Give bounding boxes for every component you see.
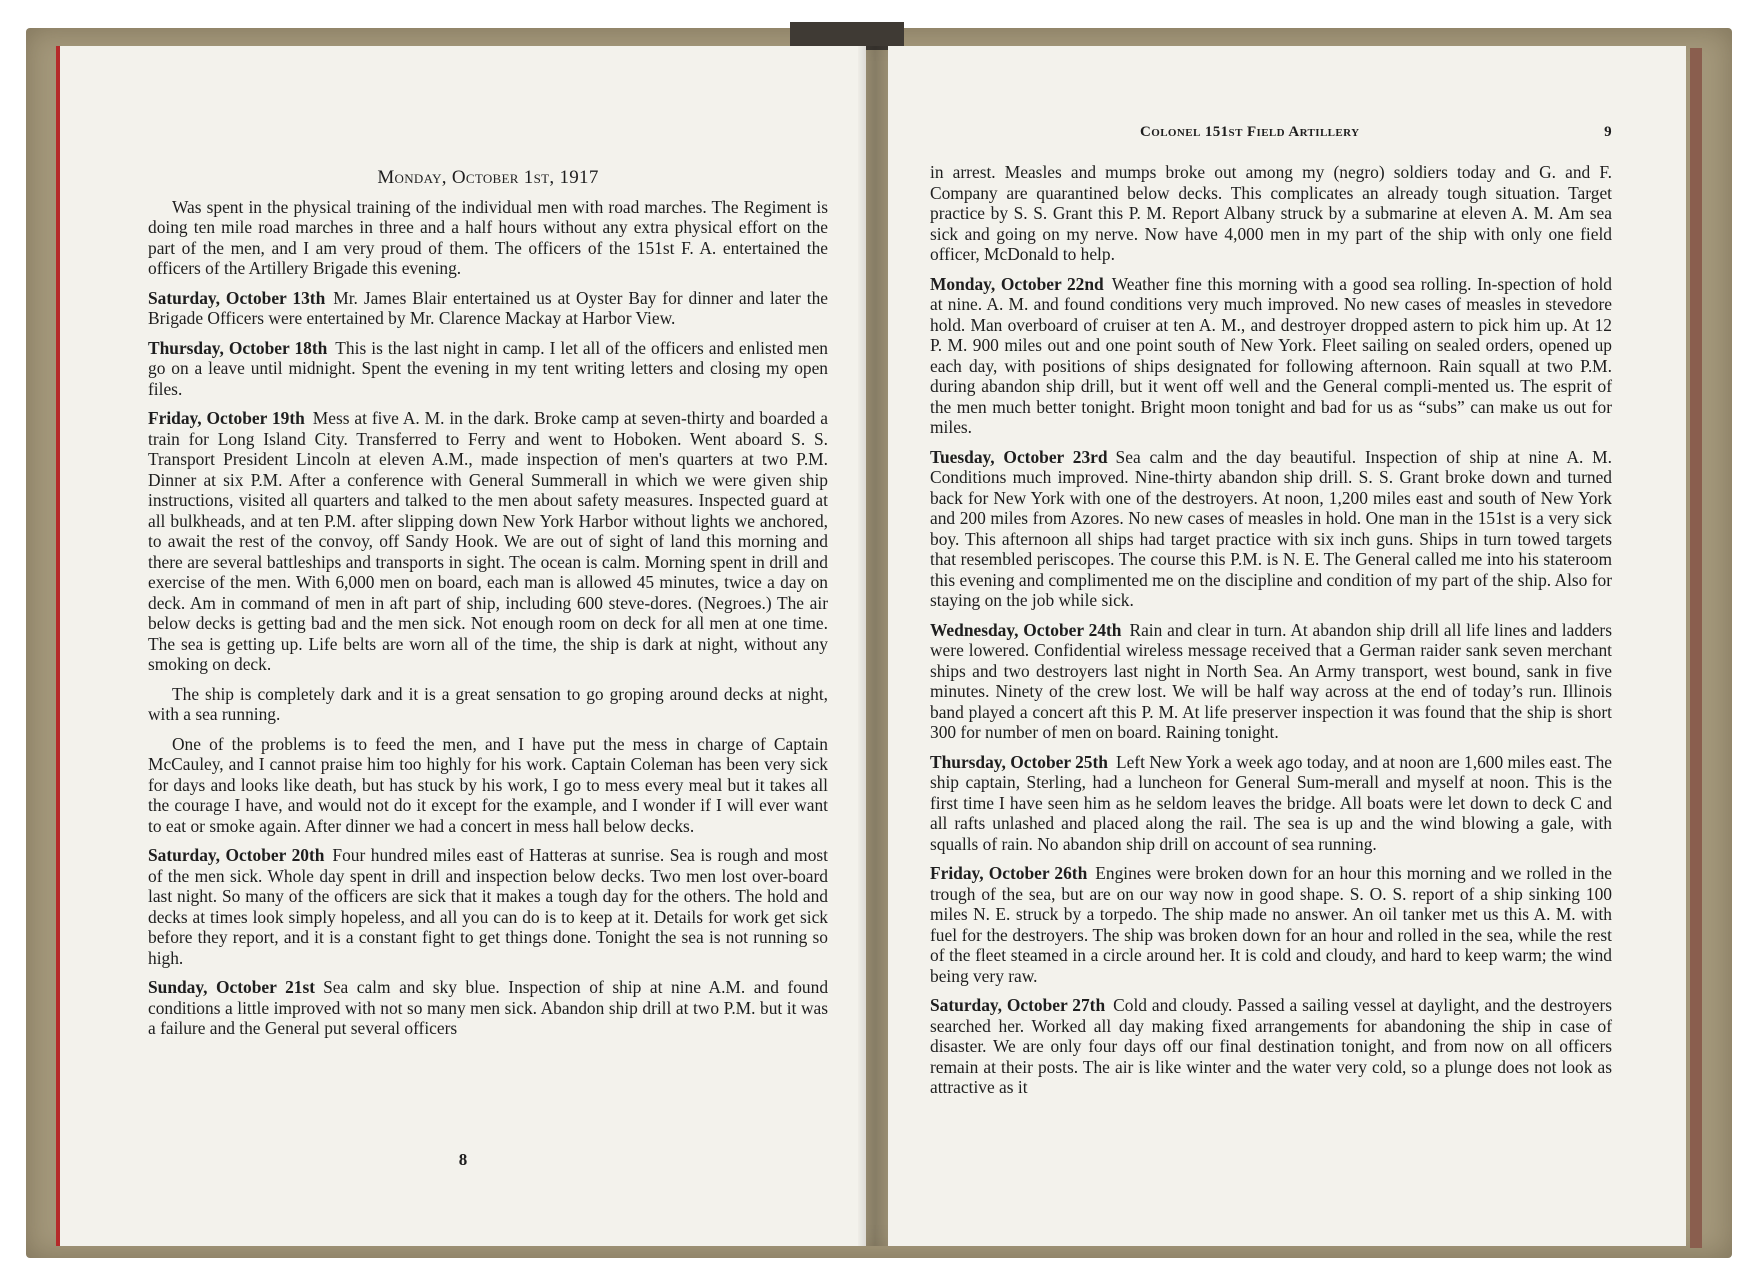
entry-date: Sunday, October 21st <box>148 977 316 997</box>
entry-date: Saturday, October 13th <box>148 287 326 308</box>
entry-text: Cold and cloudy. Passed a sailing vessel at daylight, and the destroyers searched her. Worked all day making fixed arrangements for abandoning the ship in case of disaster. We are only four days off our final destination tonight, and from now on all officers remain at their posts. The air is like winter and the water very cold, so a plunge does not look as attractive as it <box>930 995 1612 1097</box>
diary-entry <box>148 408 828 675</box>
diary-entry <box>148 338 828 400</box>
entry-date: Tuesday, October 23rd <box>930 446 1108 467</box>
diary-entry <box>930 995 1612 1098</box>
entry-text: Sea calm and sky blue. Inspection of ship at nine A.M. and found conditions a little improved with not so many men sick. Abandon ship drill at two P.M. but it was a failure and the General put several officers <box>148 977 829 1038</box>
right-page-text <box>930 162 1612 1107</box>
opening-paragraph: in arrest. Measles and mumps broke out among my (negro) soldiers today and G. and F. Company are quarantined below decks. This complicates an already tough situation. Target practice by S. S. Grant this P. M. Report Albany struck by a submarine at eleven A. M. Am sea sick and going on my nerve. Now have 4,000 men in my part of the ship with only one field officer, McDonald to help. <box>930 162 1612 264</box>
entry-date: Friday, October 26th <box>930 863 1088 883</box>
page-number: 9 <box>1604 124 1612 140</box>
entry-date: Saturday, October 27th <box>930 995 1106 1015</box>
entry-text: This is the last night in camp. I let all of the officers and enlisted men go on a leave until midnight. Spent the evening in my tent writing letters and closing my open files. <box>148 337 828 399</box>
entry-text: Weather fine this morning with a good sea rolling. In-spection of hold at nine. A. M. and found conditions very much improved. No new cases of measles in stevedore hold. Man overboard of cruiser at ten A. M., and destroyer dropped astern to pick him up. At 12 P. M. 900 miles out and one point south of New York. Fleet sailing on sealed orders, opened up each day, with positions of ships designated for following afternoon. Rain squall at two P.M. during abandon ship drill, but it went off well and the General compli-mented us. The esprit of the men much better tonight. Bright moon tonight and bad for us as “subs” can make us out for miles. <box>930 273 1612 437</box>
entry-date: Saturday, October 20th <box>148 845 325 865</box>
entry-date: Monday, October 22nd <box>930 273 1104 294</box>
right-page <box>888 46 1686 1246</box>
entry-text: Left New York a week ago today, and at noon are 1,600 miles east. The ship captain, Sterling, had a luncheon for General Sum-merall and myself at noon. This is the first time I have seen him as he seldom leaves the bridge. All boats were let down to deck C and all rafts unlashed and placed along the rail. The sea is up and the wind blowing a gale, with squalls of rain. No abandon ship drill on account of sea running. <box>930 751 1612 854</box>
entry-text: Mess at five A. M. in the dark. Broke camp at seven-thirty and boarded a train for Long Island City. Transferred to Ferry and went to Hoboken. Went aboard S. S. Transport President Lincoln at eleven A.M., made inspection of men's quarters at two P.M. Dinner at six P.M. After a conference with General Summerall in which we were given ship instructions, visited all quarters and talked to the men about safety measures. Inspected guard at all bulkheads, and at ten P.M. after slipping down New York Harbor without lights we anchored, to await the rest of the convoy, off Sandy Hook. We are out of sight of land this morning and there are several battleships and transports in sight. The ocean is calm. Morning spent in drill and exercise of the men. With 6,000 men on board, each man is allowed 45 minutes, twice a day on deck. Am in command of men in aft part of ship, including 600 steve-dores. (Negroes.) The air below decks is getting bad and the men sick. Not enough room on deck for all men at one time. The sea is getting up. Life belts are worn all of the time, the ship is dark at night, without any smoking on deck. <box>148 408 828 674</box>
left-page-text <box>148 168 828 1048</box>
entry-text: Rain and clear in turn. At abandon ship drill all life lines and ladders were lowered. Confidential wireless message received that a German raider sank seven merchant ships and two destroyers last night in North Sea. An Army transport, west bound, sank in five minutes. Ninety of the crew lost. We will be half way across at the end of today’s run. Illinois band played a concert aft this P. M. At life preserver inspection it was found that the ship is short 300 for number of men on board. Raining tonight. <box>930 619 1612 742</box>
entry-date: Wednesday, October 24th <box>930 619 1122 640</box>
entry-text: The ship is completely dark and it is a great sensation to go groping around decks at night, with a sea running. <box>148 683 828 724</box>
entry-text: Engines were broken down for an hour this morning and we rolled in the trough of the sea, but are on our way now in good shape. S. O. S. report of a ship sinking 100 miles N. E. struck by a torpedo. The ship made no answer. An oil tanker met us this A. M. with fuel for the destroyers. The ship was broken down for an hour and rolled in the sea, while the rest of the fleet steamed in a circle around her. It is cold and cloudy, and hard to keep warm; the wind being very raw. <box>930 863 1613 986</box>
entry-date: Friday, October 19th <box>148 408 305 428</box>
diary-entry <box>930 752 1612 855</box>
running-head-title: Colonel 151st Field Artillery <box>1140 124 1360 140</box>
left-page <box>56 46 866 1246</box>
entry-text: Four hundred miles east of Hatteras at sunrise. Sea is rough and most of the men sick. Whole day spent in drill and inspection below decks. Two men lost over-board last night. So many of the officers are sick that it makes a tough day for the others. The hold and decks at times look simply hopeless, and all you can do is to keep at it. Details for work get sick before they report, and it is a constant fight to get things done. Tonight the sea is not running so high. <box>148 845 828 968</box>
diary-entry <box>930 274 1612 438</box>
book-gutter <box>858 46 892 1246</box>
diary-entry <box>930 447 1612 611</box>
diary-entry <box>930 620 1612 743</box>
entry-date: Thursday, October 25th <box>930 751 1108 772</box>
diary-paragraph <box>148 734 828 837</box>
page-number: 8 <box>458 1150 468 1169</box>
opening-paragraph: Was spent in the physical training of the individual men with road marches. The Regiment is doing ten mile road marches in three and a half hours without any extra physical effort on the part of the men, and I am very proud of them. The officers of the 151st F. A. entertained the officers of the Artillery Brigade this evening. <box>148 196 828 278</box>
diary-entry <box>148 977 828 1039</box>
entry-text: One of the problems is to feed the men, and I have put the mess in charge of Captain McCauley, and I cannot praise him too highly for his work. Captain Coleman has been very sick for days and looks like death, but has stuck by his work, I go to mess every meal but it takes all the courage I have, and would not do it except for the example, and I wonder if I will ever want to eat or smoke again. After dinner we had a concert in mess hall below decks. <box>148 733 828 836</box>
entry-date: Thursday, October 18th <box>148 337 328 358</box>
entry-text: Sea calm and the day beautiful. Inspection of ship at nine A. M. Conditions much improved. Nine-thirty abandon ship drill. S. S. Grant broke down and turned back for New York with one of the destroyers. At noon, 1,200 miles east and south of New York and 200 miles from Azores. No new cases of measles in hold. One man in the 151st is a very sick boy. This afternoon all ships had target practice with six inch guns. Ships in turn towed targets that resembled periscopes. The course this P.M. is N. E. The General called me into his stateroom this evening and complimented me on the discipline and condition of my part of the ship. Also for staying on the job while sick. <box>930 446 1612 610</box>
diary-paragraph <box>148 684 828 725</box>
entry-text: Mr. James Blair entertained us at Oyster Bay for dinner and later the Brigade Officers were entertained by Mr. Clarence Mackay at Harbor View. <box>148 287 829 328</box>
diary-entry <box>148 288 828 329</box>
diary-entry <box>148 845 828 968</box>
diary-entry <box>930 863 1612 986</box>
cover-edge <box>1690 48 1702 1248</box>
page-title: Monday, October 1st, 1917 <box>377 167 599 188</box>
